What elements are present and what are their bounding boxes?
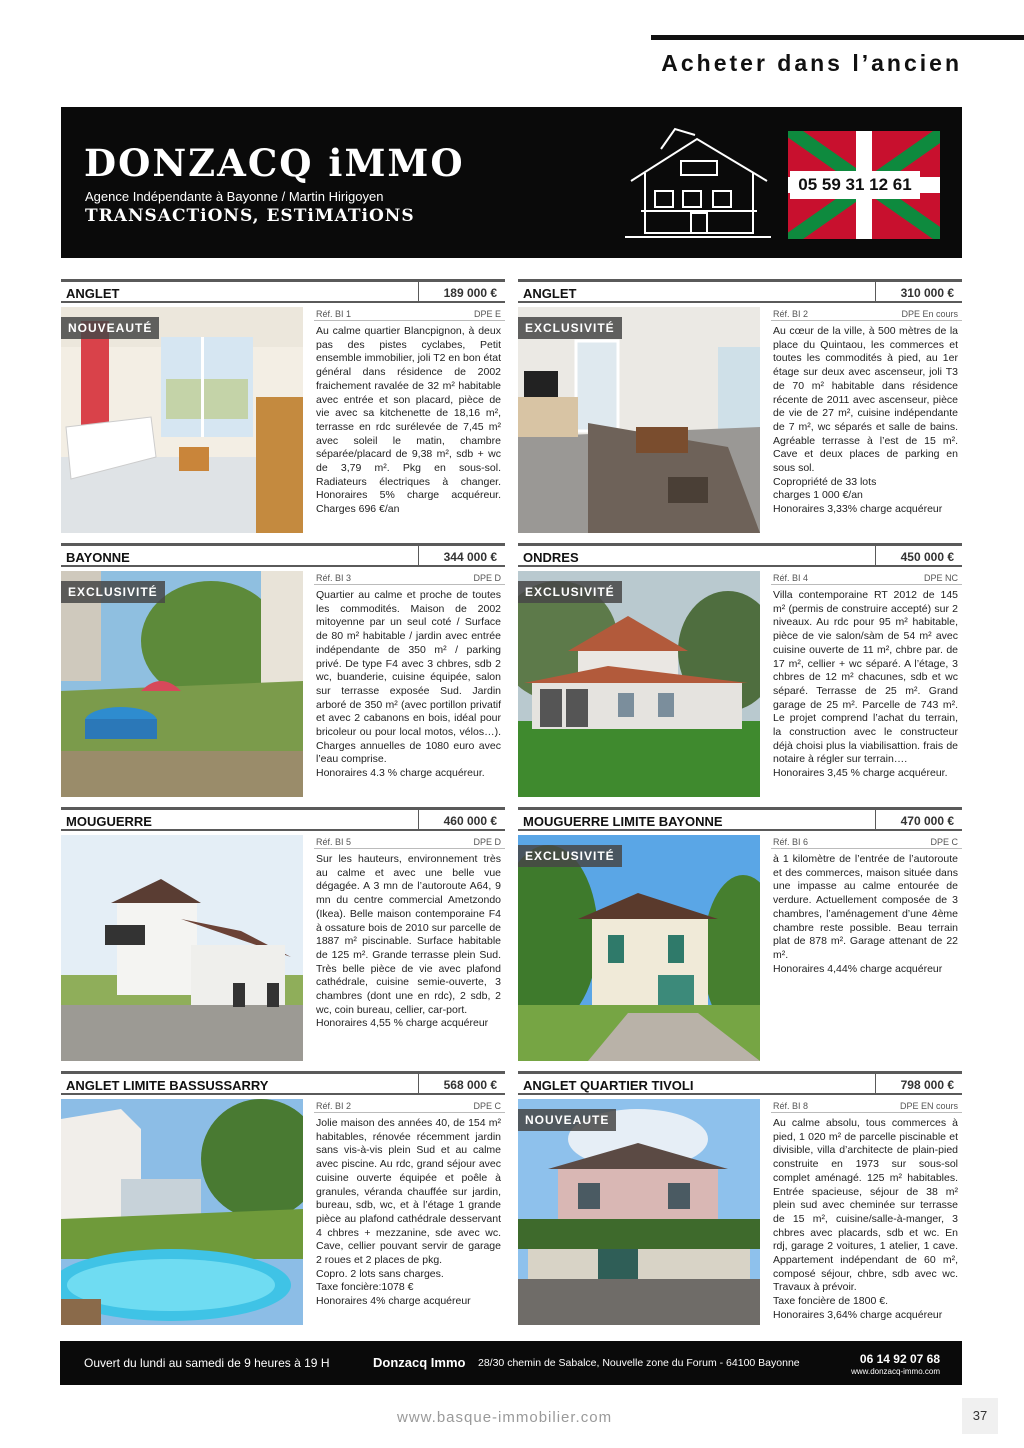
listing-header <box>518 807 962 831</box>
listing-description: Au cœur de la ville, à 500 mètres de la place du Quintaou, les commerces et toutes les commodités à pied, au 1er étage sur deux avec ascenseur, joli T3 de 70 m² habitable dans résidence récente de 2011 avec ascenseur, pièce de vie de 27 m², cuisine indépendante de 7 m², wc séparés et salle de bains. Agréable terrasse à l’est de 15 m². Cave et deux places de parking en sous sol. Copropriété de 33 lots charges 1 000 €/an Honoraires 3,33% charge acquéreur <box>773 325 958 516</box>
section-title: Acheter dans l’ancien <box>661 50 962 76</box>
brand-services: TRANSACTiONS, ESTiMATiONS <box>85 206 415 226</box>
listing-ref: Réf. BI 6 <box>773 837 809 847</box>
listing-photo <box>61 307 303 533</box>
listing-badge: EXCLUSIVITÉ <box>518 845 622 867</box>
site-url-link[interactable]: www.basque-immobilier.com <box>397 1409 613 1426</box>
brand-name: DONZACQ iMMO <box>84 141 465 185</box>
listing-city: ANGLET <box>66 286 120 301</box>
listing-header <box>518 543 962 567</box>
listing-city: ANGLET <box>523 286 577 301</box>
listing-city: ONDRES <box>523 550 579 565</box>
footer-phone: 06 14 92 07 68 <box>859 1352 940 1366</box>
listing-badge: NOUVEAUTÉ <box>61 317 159 339</box>
listing-dpe: DPE NC <box>923 573 958 583</box>
footer-brand: Donzacq Immo <box>373 1355 466 1370</box>
listing-ref: Réf. BI 8 <box>773 1101 809 1111</box>
listing-header <box>61 279 505 303</box>
listing-dpe: DPE D <box>473 573 501 583</box>
header-rule <box>651 35 1024 40</box>
listing-ref: Réf. BI 4 <box>773 573 809 583</box>
listing-ref: Réf. BI 5 <box>316 837 352 847</box>
listing-card <box>518 1071 962 1327</box>
agency-footer <box>60 1341 962 1385</box>
listing-card <box>518 543 962 799</box>
listing-badge: NOUVEAUTE <box>518 1109 616 1131</box>
listing-ref: Réf. BI 1 <box>316 309 352 319</box>
listing-dpe: DPE D <box>473 837 501 847</box>
listing-price: 568 000 € <box>443 1078 497 1092</box>
listing-price: 470 000 € <box>900 814 954 828</box>
listing-photo <box>518 835 760 1061</box>
listing-card <box>518 807 962 1063</box>
listing-description: Villa contemporaine RT 2012 de 145 m² (permis de construire accepté) sur 2 niveaux. Au rdc pour 95 m² habitable, pièce de vie salon/sàm de 54 m² avec cuisine ouverte de 11 m², chbre par. de 17 m², cellier + wc séparé. A l’étage, 3 chbres de 12 m² chacunes, sdb et wc séparé. Terrasse de 25 m². Grand garage de 25 m². Parcelle de 743 m². Le projet comprend l’achat du terrain, la construction avec le constructeur déjà choisi plus la viabilisattion. frais de notaire à régler sur terrain…. Honoraires 3,45 % charge acquéreur. <box>773 589 958 780</box>
listing-badge: EXCLUSIVITÉ <box>518 581 622 603</box>
listing-description: Au calme absolu, tous commerces à pied, 1 020 m² de parcelle piscinable et divisible, villa d’architecte de plain-pied construite en 1973 sur sous-sol complet aménagé. 125 m² habitables. Entrée spacieuse, séjour de 38 m² plein sud avec cheminée sur terrasse de 15 m², cuisine/salle-à-manger, 3 chbres avec placards, sdb et wc. En rdj, garage 2 voitures, 1 atelier, 1 cave. Appartement indépendant de 60 m², composé séjour, chbre, sdb avec wc. Travaux à prévoir. Taxe foncière de 1800 €. Honoraires 3,64% charge acquéreur <box>773 1117 958 1321</box>
listing-city: ANGLET LIMITE BASSUSSARRY <box>66 1078 269 1093</box>
listing-card <box>518 279 962 535</box>
listing-card <box>61 279 505 535</box>
agency-phone: 05 59 31 12 61 <box>790 171 920 199</box>
agency-banner <box>61 107 962 258</box>
listing-dpe: DPE E <box>473 309 501 319</box>
listing-price: 310 000 € <box>900 286 954 300</box>
listing-description: Sur les hauteurs, environnement très au calme et avec une belle vue dégagée. A 3 mn de l’autoroute A64, 9 mn du centre commercial Ametzondo (Ikea). Belle maison contemporaine F4 à ossature bois de 2010 sur parcelle de 1887 m² piscinable. Surface habitable de 125 m². Grande terrasse plein Sud. Très belle pièce de vie avec plafond cathédrale, cuisine semie-ouverte, 3 chambres (dont une en rdc), 2 sdb, 2 wc, coin bureau, cellier, car-port. Honoraires 4,55 % charge acquéreur <box>316 853 501 1030</box>
listing-price: 450 000 € <box>900 550 954 564</box>
listing-dpe: DPE C <box>473 1101 501 1111</box>
opening-hours: Ouvert du lundi au samedi de 9 heures à 19 H <box>84 1356 330 1370</box>
listing-photo <box>61 1099 303 1325</box>
listing-header <box>61 543 505 567</box>
listing-price: 344 000 € <box>443 550 497 564</box>
listing-photo <box>518 1099 760 1325</box>
footer-website-link[interactable]: www.donzacq-immo.com <box>851 1367 940 1376</box>
brand-tagline: Agence Indépendante à Bayonne / Martin Hirigoyen <box>85 189 384 204</box>
listing-ref: Réf. BI 3 <box>316 573 352 583</box>
listing-badge: EXCLUSIVITÉ <box>518 317 622 339</box>
listing-city: MOUGUERRE <box>66 814 152 829</box>
listing-badge: EXCLUSIVITÉ <box>61 581 165 603</box>
listing-header <box>61 1071 505 1095</box>
house-drawing-icon <box>621 121 773 245</box>
page-number: 37 <box>962 1398 998 1434</box>
listing-header <box>518 279 962 303</box>
footer-address: 28/30 chemin de Sabalce, Nouvelle zone du Forum - 64100 Bayonne <box>478 1357 800 1369</box>
listing-price: 798 000 € <box>900 1078 954 1092</box>
listing-header <box>61 807 505 831</box>
listing-city: MOUGUERRE LIMITE BAYONNE <box>523 814 723 829</box>
listing-description: Jolie maison des années 40, de 154 m² habitables, rénovée récemment jardin sans vis-à-vis plein Sud et au calme avec piscine. Au rdc, grand séjour avec cuisine ouverte équipée et poêle à granules, véranda chauffée sur jardin, bureau, sdb, wc, et à l’étage 1 grande pièce au plafond cathédrale desservant 4 chbres + mezzanine, sde avec wc. Cave, cellier pouvant servir de garage 2 roues et 2 places de pkg. Copro. 2 lots sans charges. Taxe foncière:1078 € Honoraires 4% charge acquéreur <box>316 1117 501 1308</box>
listing-photo <box>518 571 760 797</box>
listing-description: Au calme quartier Blancpignon, à deux pas des pistes cyclabes, Petit ensemble immobilier, joli T2 en bon état général dans résidence de 2002 fraichement ravalée de 32 m² habitable avec entrée et son placard, pièce de vie avec sa kitchenette de 18,16 m², terrasse en rdc surélevée de 7,45 m² avec soleil le matin, chambre séparée/placard de 9,38 m², sdb + wc de 3,79 m². Pkg en sous-sol. Radiateurs électriques à changer. Honoraires 5% charge acquéreur. Charges 696 €/an <box>316 325 501 516</box>
listing-card <box>61 1071 505 1327</box>
listing-city: BAYONNE <box>66 550 130 565</box>
listing-photo <box>518 307 760 533</box>
listing-description: Quartier au calme et proche de toutes les commodités. Maison de 2002 mitoyenne par un seul coté / Surface de 80 m² habitable / jardin avec entrée indépendante de 350 m² / parking privé. De type F4 avec 3 chbres, sdb 2 wc, buanderie, cuisine équipée, salon sur terrasse exposée Sud. Jardin arboré de 350 m² (avec portillon privatif et avec 2 cabanons en bois, idéal pour bricoleur ou pour local motos, vélos…). Charges annuelles de 1080 euro avec l’eau comprise. Honoraires 4.3 % charge acquéreur. <box>316 589 501 780</box>
listing-city: ANGLET QUARTIER TIVOLI <box>523 1078 694 1093</box>
listing-dpe: DPE En cours <box>901 309 958 319</box>
listing-price: 460 000 € <box>443 814 497 828</box>
listing-dpe: DPE C <box>930 837 958 847</box>
listing-dpe: DPE EN cours <box>899 1101 958 1111</box>
listing-ref: Réf. BI 2 <box>773 309 809 319</box>
listing-header <box>518 1071 962 1095</box>
listing-card <box>61 807 505 1063</box>
listing-photo <box>61 835 303 1061</box>
listing-card <box>61 543 505 799</box>
listing-price: 189 000 € <box>443 286 497 300</box>
listing-photo <box>61 571 303 797</box>
listing-description: à 1 kilomètre de l’entrée de l’autoroute et des commerces, maison située dans une impasse au calme entourée de verdure. Actuellement composée de 3 chambres, l’aménagement d’une 4ème chambre reste possible. Beau terrain plat de 878 m². Garage attenant de 22 m². Honoraires 4,44% charge acquéreur <box>773 853 958 975</box>
listing-ref: Réf. BI 2 <box>316 1101 352 1111</box>
